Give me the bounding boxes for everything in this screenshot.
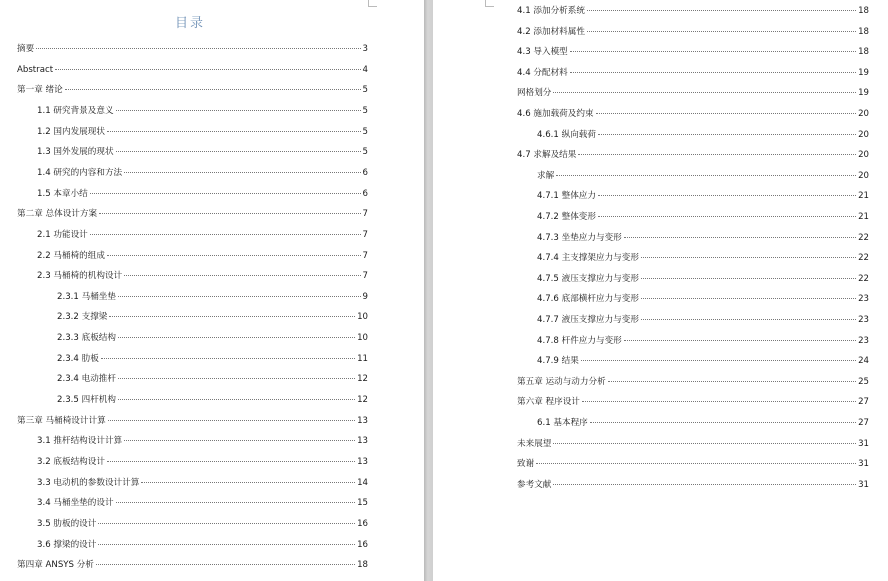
- toc-leader-dots: [65, 89, 361, 90]
- toc-leader-dots: [116, 151, 361, 152]
- toc-entry-page: 18: [858, 6, 869, 16]
- toc-entry-page: 19: [858, 88, 869, 99]
- toc-entry-page: 16: [357, 539, 368, 550]
- toc-leader-dots: [124, 275, 360, 276]
- toc-leader-dots: [101, 358, 355, 359]
- toc-entry-page: 5: [362, 126, 368, 137]
- toc-entry[interactable]: [57, 393, 368, 407]
- toc-entry-label: 4.7.2 整体变形: [537, 212, 596, 222]
- toc-entry-page: 25: [858, 376, 869, 387]
- toc-leader-dots: [641, 278, 856, 279]
- toc-leader-dots: [624, 340, 856, 341]
- toc-entry[interactable]: [37, 496, 368, 510]
- toc-entry-page: 20: [858, 150, 869, 161]
- toc-entry-label: 3.3 电动机的参数设计计算: [37, 477, 140, 488]
- toc-entry-label: 未来展望: [517, 438, 552, 449]
- toc-leader-dots: [107, 131, 361, 132]
- toc-entry[interactable]: [37, 476, 368, 490]
- page-gap: [424, 0, 433, 581]
- toc-entry-label: 2.3.1 马桶坐垫: [57, 291, 116, 302]
- toc-leader-dots: [141, 482, 355, 483]
- toc-entry[interactable]: [37, 228, 368, 242]
- toc-leader-dots: [587, 10, 856, 11]
- toc-entry-label: Abstract: [17, 64, 54, 75]
- toc-entry-label: 2.3.4 肋板: [57, 353, 99, 364]
- toc-entry[interactable]: [537, 416, 869, 430]
- toc-entry-page: 13: [357, 457, 368, 467]
- toc-entry[interactable]: [517, 395, 869, 409]
- toc-leader-dots: [116, 110, 361, 111]
- toc-entry[interactable]: [517, 45, 869, 59]
- toc-title: 目录: [174, 16, 205, 31]
- toc-leader-dots: [108, 420, 355, 421]
- toc-entry[interactable]: [37, 434, 368, 448]
- toc-entry-page: 3: [362, 44, 368, 54]
- toc-entry-label: 求解: [537, 170, 555, 181]
- toc-leader-dots: [578, 154, 856, 155]
- toc-entry[interactable]: [537, 189, 869, 203]
- toc-entry[interactable]: [57, 352, 368, 366]
- page-corner-mark: [485, 0, 494, 7]
- toc-entry[interactable]: [37, 517, 368, 531]
- toc-entry[interactable]: [37, 145, 368, 159]
- toc-leader-dots: [624, 237, 856, 238]
- toc-leader-dots: [553, 443, 856, 444]
- toc-entry-label: 第五章 运动与动力分析: [517, 376, 606, 387]
- toc-entry-label: 4.2 添加材料属性: [517, 26, 585, 37]
- toc-leader-dots: [116, 502, 356, 503]
- toc-entry-page: 20: [858, 129, 869, 140]
- toc-entry[interactable]: [517, 457, 869, 471]
- toc-entry-page: 24: [858, 356, 869, 367]
- toc-leader-dots: [641, 298, 856, 299]
- toc-entry-label: 3.2 底板结构设计: [37, 457, 105, 467]
- toc-entry-page: 7: [362, 250, 368, 261]
- toc-entry-label: 2.3.5 四杆机构: [57, 395, 116, 406]
- toc-entry-label: 4.3 导入模型: [517, 47, 568, 58]
- toc-entry-page: 13: [357, 436, 368, 447]
- page-corner-mark: [368, 0, 377, 7]
- toc-entry-label: 2.2 马桶椅的组成: [37, 250, 105, 261]
- toc-leader-dots: [598, 216, 856, 217]
- toc-leader-dots: [118, 296, 361, 297]
- toc-leader-dots: [36, 48, 360, 49]
- toc-entry-label: 4.7 求解及结果: [517, 150, 577, 161]
- toc-entry[interactable]: [17, 207, 368, 221]
- toc-entry-label: 1.1 研究背景及意义: [37, 105, 114, 116]
- toc-leader-dots: [553, 484, 856, 485]
- toc-entry-page: 13: [357, 415, 368, 426]
- toc-entry-page: 23: [858, 294, 869, 305]
- toc-entry-label: 4.7.8 杆件应力与变形: [537, 335, 622, 346]
- toc-entry-label: 3.6 撑梁的设计: [37, 539, 97, 550]
- toc-entry-label: 4.7.9 结果: [537, 356, 579, 367]
- toc-leader-dots: [107, 461, 355, 462]
- toc-entry[interactable]: [37, 455, 368, 469]
- toc-entry-label: 4.7.3 坐垫应力与变形: [537, 232, 622, 243]
- toc-entry[interactable]: [37, 166, 368, 180]
- toc-entry[interactable]: [537, 272, 869, 286]
- toc-entry-page: 5: [362, 147, 368, 158]
- toc-entry-label: 4.6 施加载荷及约束: [517, 109, 594, 119]
- toc-page-right: [433, 0, 888, 581]
- toc-entry-page: 31: [858, 479, 869, 490]
- toc-entry-label: 第四章 ANSYS 分析: [17, 560, 94, 571]
- toc-entry-page: 14: [357, 477, 368, 488]
- toc-entry[interactable]: [517, 437, 869, 451]
- toc-entry-label: 4.7.5 液压支撑应力与变形: [537, 273, 639, 284]
- toc-leader-dots: [587, 31, 856, 32]
- toc-entry[interactable]: [517, 86, 869, 100]
- toc-entry-label: 4.7.1 整体应力: [537, 191, 596, 202]
- toc-leader-dots: [641, 257, 856, 258]
- toc-entry[interactable]: [37, 538, 368, 552]
- toc-entry-page: 21: [858, 212, 869, 222]
- toc-entry-page: 18: [357, 560, 368, 571]
- toc-leader-dots: [55, 69, 360, 70]
- toc-entry[interactable]: [537, 292, 869, 306]
- toc-entry-label: 4.6.1 纵向载荷: [537, 129, 596, 140]
- toc-entry[interactable]: [17, 42, 368, 56]
- toc-entry-label: 6.1 基本程序: [537, 418, 588, 428]
- toc-entry-page: 22: [858, 253, 869, 264]
- toc-entry-label: 4.4 分配材料: [517, 67, 568, 78]
- toc-entry-page: 18: [858, 26, 869, 37]
- toc-entry[interactable]: [517, 107, 869, 121]
- toc-leader-dots: [598, 195, 856, 196]
- toc-entry-label: 4.7.6 底部横杆应力与变形: [537, 294, 639, 305]
- toc-entry-page: 27: [858, 418, 869, 428]
- toc-entry[interactable]: [57, 290, 368, 304]
- toc-entry-label: 2.3.4 电动推杆: [57, 374, 116, 385]
- toc-entry-page: 23: [858, 335, 869, 346]
- toc-leader-dots: [96, 564, 355, 565]
- toc-entry-page: 31: [858, 438, 869, 449]
- toc-entry-page: 31: [858, 459, 869, 470]
- toc-entry[interactable]: [517, 375, 869, 389]
- toc-leader-dots: [118, 337, 355, 338]
- toc-entry-label: 4.1 添加分析系统: [517, 6, 585, 16]
- toc-leader-dots: [553, 92, 856, 93]
- toc-entry-page: 23: [858, 315, 869, 325]
- toc-leader-dots: [90, 234, 361, 235]
- toc-entry[interactable]: [537, 354, 869, 368]
- toc-entry[interactable]: [537, 231, 869, 245]
- toc-entry[interactable]: [37, 104, 368, 118]
- toc-leader-dots: [99, 213, 360, 214]
- toc-entry-label: 1.3 国外发展的现状: [37, 147, 114, 158]
- toc-entry[interactable]: [517, 66, 869, 80]
- toc-entry-page: 19: [858, 67, 869, 78]
- toc-entry-page: 10: [357, 333, 368, 344]
- toc-entry-page: 7: [362, 209, 368, 220]
- toc-entry-label: 2.1 功能设计: [37, 229, 88, 240]
- toc-entry-label: 3.5 肋板的设计: [37, 518, 97, 529]
- toc-entry-page: 20: [858, 170, 869, 181]
- toc-entry[interactable]: [517, 148, 869, 162]
- toc-leader-dots: [570, 51, 856, 52]
- toc-entry-label: 网格划分: [517, 88, 552, 99]
- toc-entry[interactable]: [537, 210, 869, 224]
- toc-entry-page: 22: [858, 232, 869, 243]
- toc-entry[interactable]: [537, 169, 869, 183]
- toc-entry[interactable]: [37, 187, 368, 201]
- toc-entry-label: 3.1 推杆结构设计计算: [37, 436, 123, 447]
- toc-entry[interactable]: [17, 558, 368, 572]
- toc-entry-page: 10: [357, 312, 368, 323]
- toc-entry-label: 4.7.7 液压支撑应力与变形: [537, 315, 639, 325]
- toc-entry-page: 16: [357, 518, 368, 529]
- toc-entry-page: 5: [362, 105, 368, 116]
- toc-entry-page: 9: [362, 291, 368, 302]
- toc-entry[interactable]: [17, 414, 368, 428]
- toc-leader-dots: [107, 255, 361, 256]
- toc-entry-page: 11: [357, 353, 368, 364]
- toc-entry[interactable]: [17, 63, 368, 77]
- toc-leader-dots: [608, 381, 856, 382]
- toc-leader-dots: [581, 360, 856, 361]
- toc-entry[interactable]: [537, 313, 869, 327]
- toc-leader-dots: [590, 422, 856, 423]
- toc-leader-dots: [124, 440, 355, 441]
- toc-leader-dots: [596, 113, 857, 114]
- toc-entry-label: 第三章 马桶椅设计计算: [17, 415, 106, 426]
- toc-entry-label: 1.2 国内发展现状: [37, 126, 105, 137]
- toc-entry-label: 2.3.2 支撑梁: [57, 312, 108, 323]
- toc-entry-label: 1.5 本章小结: [37, 188, 88, 199]
- toc-leader-dots: [109, 316, 355, 317]
- toc-entry-label: 3.4 马桶坐垫的设计: [37, 498, 114, 509]
- toc-entry-label: 摘要: [17, 44, 35, 54]
- toc-entry[interactable]: [17, 83, 368, 97]
- toc-entry-label: 第六章 程序设计: [517, 397, 580, 408]
- toc-entry[interactable]: [537, 128, 869, 142]
- toc-entry-page: 12: [357, 395, 368, 406]
- toc-leader-dots: [641, 319, 856, 320]
- toc-entry-label: 2.3.3 底板结构: [57, 333, 116, 344]
- toc-leader-dots: [98, 544, 355, 545]
- toc-entry[interactable]: [537, 334, 869, 348]
- toc-entry-page: 7: [362, 271, 368, 282]
- toc-entry[interactable]: [37, 125, 368, 139]
- toc-entry[interactable]: [37, 269, 368, 283]
- toc-leader-dots: [118, 399, 355, 400]
- toc-entry[interactable]: [537, 251, 869, 265]
- toc-entry[interactable]: [57, 310, 368, 324]
- toc-leader-dots: [536, 463, 856, 464]
- toc-leader-dots: [570, 72, 856, 73]
- toc-entry-page: 15: [357, 498, 368, 509]
- toc-entry-page: 7: [362, 229, 368, 240]
- toc-entry[interactable]: [37, 249, 368, 263]
- toc-entry-label: 第二章 总体设计方案: [17, 209, 98, 220]
- toc-leader-dots: [598, 134, 856, 135]
- toc-entry-label: 参考文献: [517, 479, 552, 490]
- toc-entry-label: 2.3 马桶椅的机构设计: [37, 271, 123, 282]
- toc-entry-page: 6: [362, 188, 368, 199]
- toc-leader-dots: [582, 401, 856, 402]
- toc-entry-page: 6: [362, 167, 368, 178]
- toc-entry-label: 第一章 绪论: [17, 85, 63, 96]
- toc-entry-page: 22: [858, 273, 869, 284]
- toc-entry[interactable]: [57, 372, 368, 386]
- toc-entry[interactable]: [517, 25, 869, 39]
- toc-entry-page: 21: [858, 191, 869, 202]
- toc-entry-page: 18: [858, 47, 869, 58]
- toc-entry[interactable]: [57, 331, 368, 345]
- toc-leader-dots: [556, 175, 856, 176]
- toc-entry-page: 12: [357, 374, 368, 385]
- toc-entry-page: 4: [362, 64, 368, 75]
- toc-leader-dots: [124, 172, 360, 173]
- toc-leader-dots: [118, 378, 355, 379]
- toc-entry-label: 4.7.4 主支撑架应力与变形: [537, 253, 639, 264]
- toc-page-left: [0, 0, 424, 581]
- toc-entry-label: 1.4 研究的内容和方法: [37, 167, 123, 178]
- toc-leader-dots: [98, 523, 355, 524]
- toc-entry[interactable]: [517, 4, 869, 18]
- toc-entry-page: 20: [858, 109, 869, 119]
- toc-entry[interactable]: [517, 478, 869, 492]
- toc-entry-page: 27: [858, 397, 869, 408]
- toc-leader-dots: [90, 193, 361, 194]
- toc-entry-page: 5: [362, 85, 368, 96]
- toc-entry-label: 致谢: [517, 459, 535, 470]
